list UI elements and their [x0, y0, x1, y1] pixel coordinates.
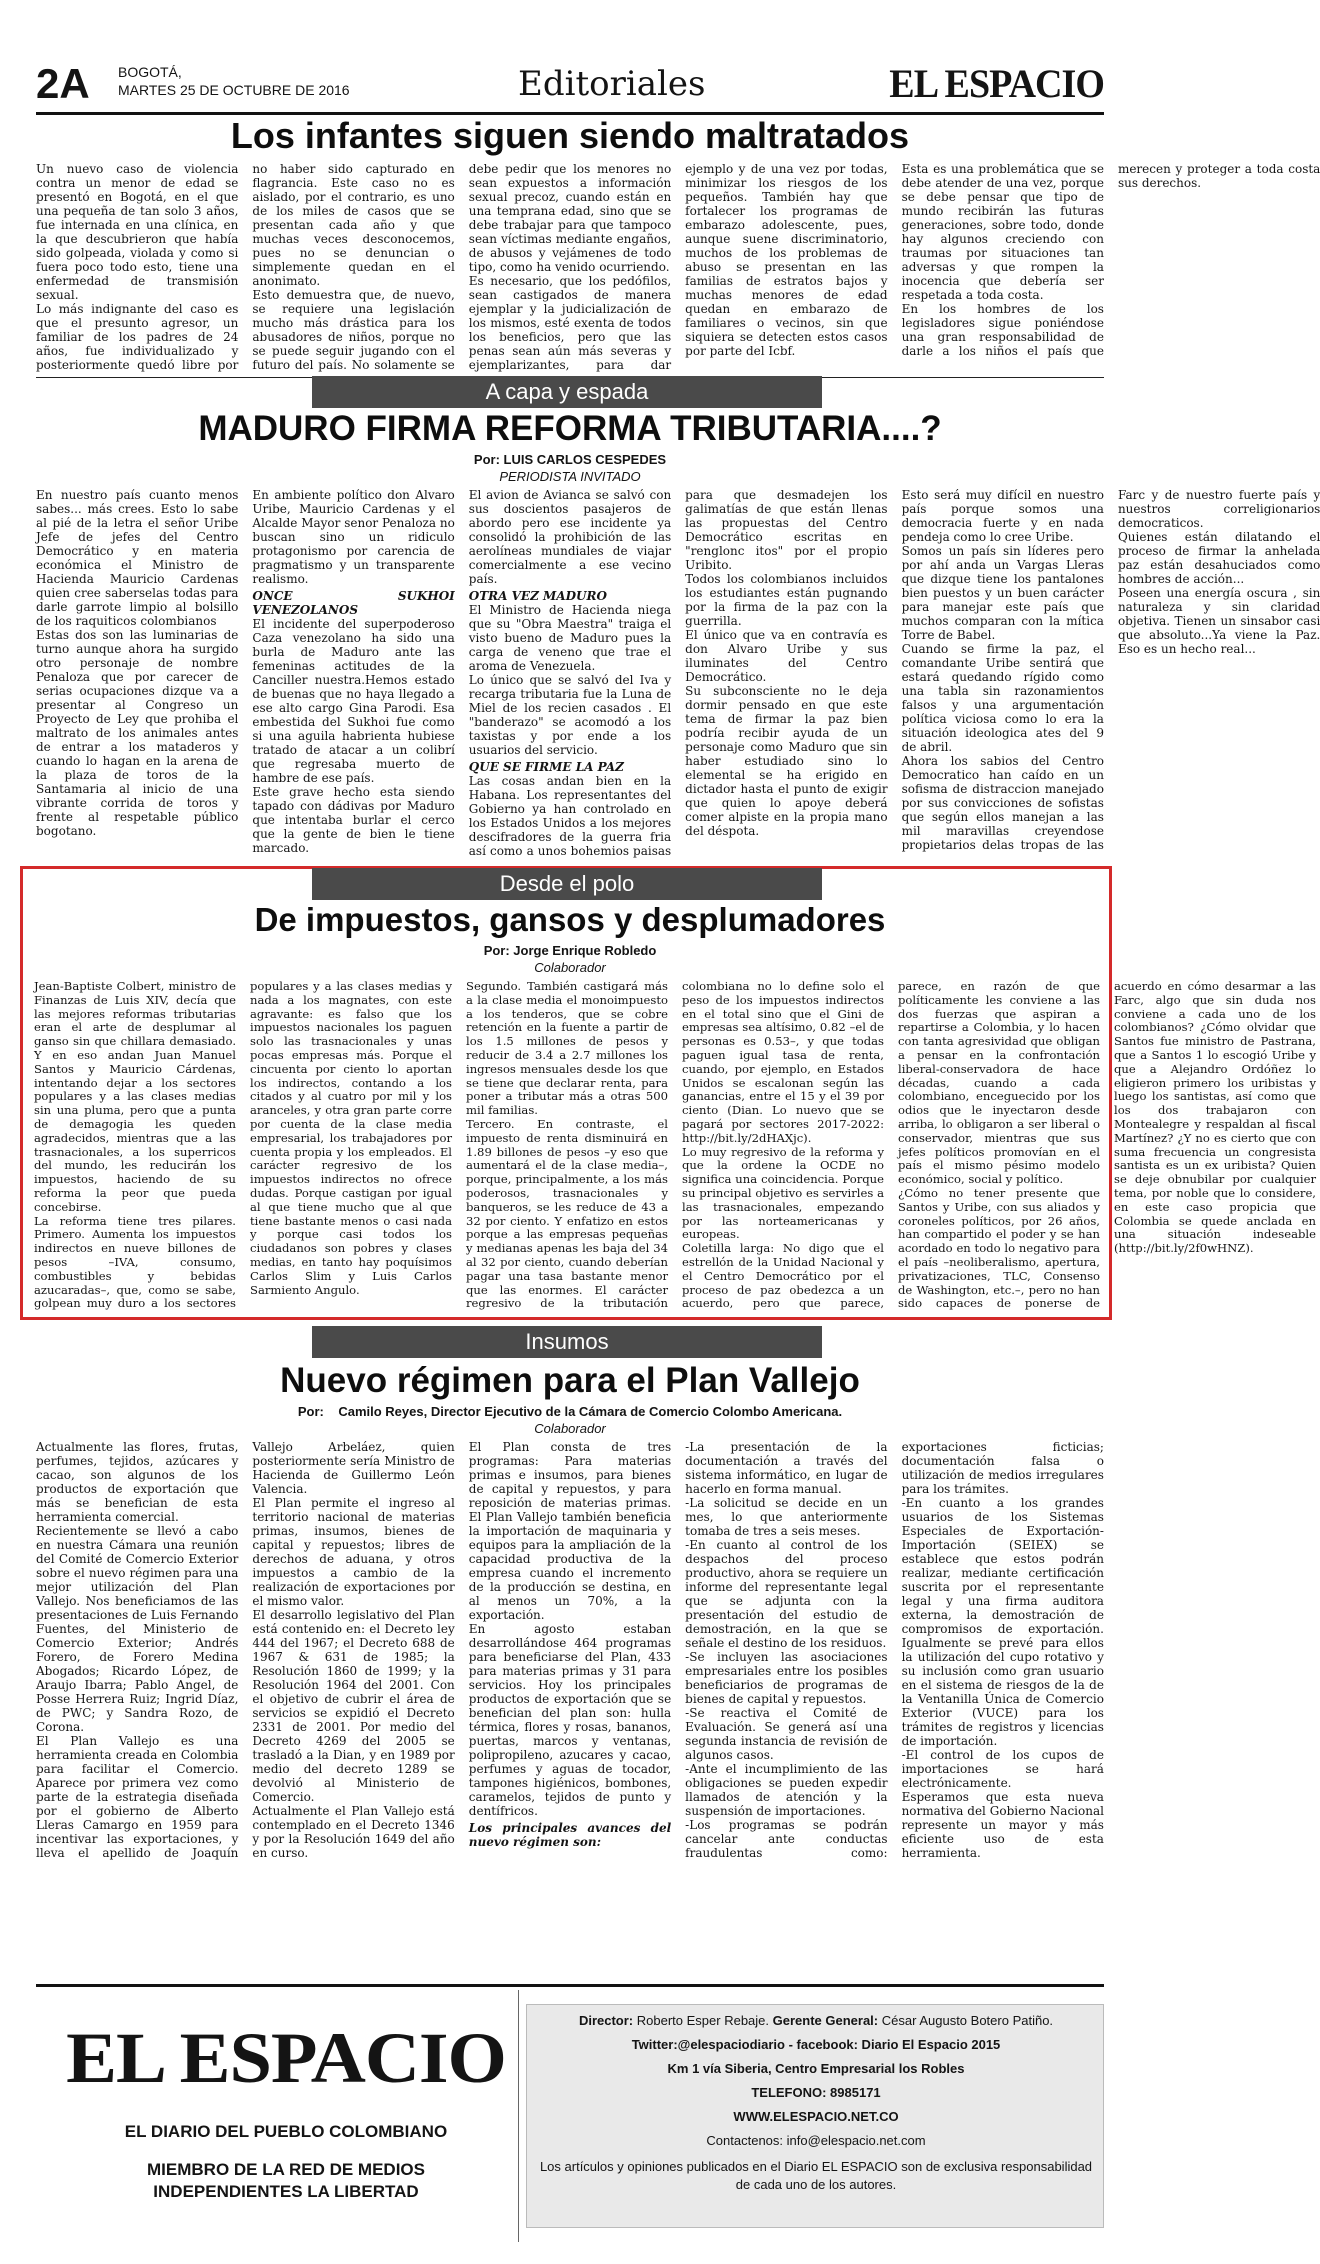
footer-logo: EL ESPACIO [66, 2018, 506, 2098]
footer-network-2: INDEPENDIENTES LA LIBERTAD [153, 2182, 419, 2201]
article2-title: MADURO FIRMA REFORMA TRIBUTARIA....? [198, 409, 942, 448]
page-header [36, 62, 1104, 112]
article2-paragraph: Esto será muy difícil en nuestro país porque somos una democracia fuerte y en nada pendeja como lo cree Uribe. [901, 488, 1104, 544]
masthead-logo: EL ESPACIO [889, 61, 1104, 106]
article1-paragraph: Un nuevo caso de violencia contra un menor de edad se presentó en Bogotá, en el que una pequeña de tan solo 3 años, fue internada en una clínica, en la que descubrieron que había sido golpeada, violada y como si fuera poco todo esto, tiene una enfermedad de transmisión sexual. [36, 162, 239, 302]
footer-disclaimer-2: de cada uno de los autores. [735, 2177, 897, 2192]
article1-paragraph: Es necesario, que los pedófilos, sean castigados de manera ejemplar y la judicialización de los mismos, esté exenta de todos los beneficios, pero que las penas sean aún más severas y ejemplarizantes, para dar ejemplo y de una vez por todas, minimizar los riesgos de los pequeños. También hay que fortalecer los programas de embarazo adolescente, pues, aunque suene discriminatorio, muchos de los problemas de abuso se presentan en las familias de estratos bajos y muchas menores de edad quedan en embarazo de familiares o vecinos, sin que siquiera se detecten estos casos por parte del Icbf. [468, 162, 888, 372]
article4-body [36, 1440, 1104, 1980]
article2-paragraph: Somos un país sin líderes pero por ahí anda un Vargas Lleras que dizque tiene los pantalones bien puestos y un buen carácter para manejar este país que muchos comparan con la mítica Torre de Babel. [901, 544, 1104, 642]
footer-web[interactable]: WWW.ELESPACIO.NET.CO [733, 2109, 899, 2124]
footer-network-1: MIEMBRO DE LA RED DE MEDIOS [147, 2160, 425, 2179]
article4-paragraph: Esperamos que esta nueva normativa del Gobierno Nacional represente un mayor y más eficiente uso de esta herramienta. [901, 1790, 1104, 1860]
article2-paragraph: OTRA VEZ MADURO [468, 589, 607, 603]
article2-paragraph: Su subconsciente no le deja dormir pensado en que este tema de firmar la paz bien podría recibir ayuda de un personaje como Maduro que sin haber estudiado sino lo elemental se ha erigido en dictador hasta el punto de exigir que quien lo apoye deberá comer alpiste en la propia mano del déspota. [685, 684, 888, 838]
article2-paragraph: El avion de Avianca se salvó con sus doscientos pasajeros de abordo pero ese incidente ya consolidó la prohibición de las aerolíneas mundiales de viajar comercialmente a ese vecino país. [468, 488, 672, 586]
article2-paragraph: Todos los colombianos incluidos los estudiantes están pugnando por la firma de la paz con la guerrilla. [685, 572, 888, 628]
article3-paragraph: ¿Cómo no tener presente que Santos y Uribe, con sus aliados y coroneles políticos, por 26 años, han compartido el poder y se han acordado en todo lo negativo para el país –neoliberalismo, apertura, privatizaciones, TLC, Consenso de Washington, etc.–, pero no han sido capaces de ponerse de acuerdo en cómo desarmar a las Farc, algo que sin duda nos conviene a cada uno de los colombianos? ¿Cómo olvidar que Santos fue ministro de Pastrana, que a Santos 1 lo escogió Uribe y que a Alejandro Ordóñez lo eligieron primero los uribistas y luego los santistas, así como que los dos trabajaron con Montealegre y respaldan al fiscal Martínez? ¿Y no es cierto que con suma frecuencia un congresista santista es un ex uribista? Quien se deje obnubilar por cualquier tema, por noble que lo considere, en este caso propicia que Colombia se quede anclada en una situación indeseable (http://bit.ly/2f0wHNZ). [898, 979, 1316, 1311]
footer-tagline: EL DIARIO DEL PUEBLO COLOMBIANO [124, 2122, 448, 2141]
article3-paragraph: Lo muy regresivo de la reforma y que la ordene la OCDE no significa una coincidencia. Porque su principal objetivo es servirles a las trasnacionales, empezando por las norteamericanas y europeas. [682, 1144, 884, 1242]
article3-section-band: Desde el polo [312, 868, 822, 900]
article4-paragraph: El Plan permite el ingreso al territorio nacional de materias primas, insumos, bienes de capital y repuestos; libres de derechos de aduana, y otros impuestos a cambio de la realización de exportaciones por el mismo valor. [252, 1496, 455, 1608]
header-date: MARTES 25 DE OCTUBRE DE 2016 [118, 82, 350, 98]
footer-info-box [526, 2004, 1104, 2228]
manager-name: César Augusto Botero Patiño. [881, 2013, 1054, 2028]
footer-staff [527, 2013, 1105, 2029]
article4-paragraph: -El control de los cupos de importaciones se hará electrónicamente. [901, 1748, 1104, 1790]
article1-paragraph: Esto demuestra que, de nuevo, se requiere una legislación mucho más drástica para los abusadores de niños, porque no se puede seguir jugando con el futuro del país. No solamente se debe pedir que los menores no sean expuestos a información sexual precoz, cuando están en una temprana edad, sino que se debe trabajar para que tampoco sean víctimas mediante engaños, de abusos y vejámenes de todo tipo, como ha venido ocurriendo. [252, 162, 672, 372]
article4-paragraph: -Los programas se podrán cancelar ante conductas fraudulentas como: exportaciones ficticias; documentación falsa o utilización de medios irregulares para los trámites. [685, 1440, 1104, 1860]
footer [36, 1990, 1104, 2242]
article3-body [34, 979, 1316, 1312]
article2-byline: Por: LUIS CARLOS CESPEDES [473, 452, 667, 467]
footer-phone: TELEFONO: 8985171 [751, 2085, 881, 2100]
article4-paragraph: Actualmente las flores, frutas, perfumes, tejidos, azúcares y cacao, son algunos de los productos de exportación que más se benefician de esta herramienta comercial. [36, 1440, 239, 1524]
article3-paragraph: Tercero. En contraste, el impuesto de renta disminuirá en 1.89 billones de pesos –y eso que aumentará el de la clase media–, porque, principalmente, a los más poderosos, trasnacionales y banqueros, se les reduce de 43 a 32 por ciento. Y enfatizo en estos porque a las empresas pequeñas y medianas apenas les baja del 34 al 32 por ciento, cuando deberían pagar una tasa bastante menor que las enormes. El carácter regresivo de la tributación colombiana no lo define solo el peso de los impuestos indirectos en el total sino que el Gini de empresas sea altísimo, 0.82 –el de personas es 0.53–, y que todas paguen igual tasa de renta, cuando, por ejemplo, en Estados Unidos se escalonan según las ganancias, entre el 15 y el 39 por ciento (Dian. Lo nuevo que se pagará por sectores 2017-2022: http://bit.ly/2dHAXjc). [466, 979, 884, 1311]
article2-paragraph: El único que va en contravía es don Alvaro Uribe y sus iluminates del Centro Democrático. [685, 628, 888, 684]
article4-paragraph: -Se reactiva el Comité de Evaluación. Se generá así una segunda instancia de revisión de algunos casos. [685, 1706, 888, 1762]
article3-paragraph: La reforma tiene tres pilares. Primero. Aumenta los impuestos indirectos en nueve billones de pesos –IVA, consumo, combustibles y bebidas azucaradas–, que, como se sabe, golpean muy duro a los sectores populares y a las clases medias y nada a los magnates, con este agravante: es falso que los impuestos nacionales los paguen solo las trasnacionales y unas pocas empresas más. Porque el cincuenta por ciento lo aportan los indirectos, contando a los citados y al cuatro por mil y los aranceles, y otra gran parte corre por cuenta de la clase media empresarial, los trabajadores por cuenta propia y los empleados. El carácter regresivo de los impuestos indirectos no ofrece dudas. Porque castigan por igual al que tiene mucho que al que tiene bastante menos o casi nada y porque casi todos los ciudadanos son pobres y clases medias, en tanto hay poquísimos Carlos Slim y Luis Carlos Sarmiento Angulo. [34, 979, 452, 1311]
article3-paragraph: Jean-Baptiste Colbert, ministro de Finanzas de Luis XIV, decía que las mejores reformas tributarias eran el arte de desplumar al ganso sin que chillara demasiado. Y en eso andan Juan Manuel Santos y Mauricio Cárdenas, intentando dejar a los sectores populares y a las clases medias sin una pluma, pero que a punta de demagogia les queden agradecidos, mientras que a las trasnacionales, a los superricos del mundo, les reducirán los impuestos, haciendo de su reforma la peor que pueda concebirse. [34, 979, 236, 1214]
article2-paragraph: En nuestro país cuanto menos sabes... más crees. Esto lo sabe al pié de la letra el señor Uribe Jefe de jefes del Centro Democrático y en materia económica el Ministro de Hacienda Mauricio Cardenas quien cree saberselas todas para darle garrote limpio al bolsillo de los raquiticos colombianos [36, 488, 239, 628]
article2-paragraph: Este grave hecho esta siendo tapado con dádivas por Maduro que intentaba burlar el cerco que la gente de bien le tiene marcado. [252, 785, 455, 855]
article2-section-band: A capa y espada [312, 376, 822, 408]
article2-paragraph: Estas dos son las luminarias de turno aunque ahora ha surgido otro personaje de nombre Penaloza que por carecer de serias ocupaciones dizque va a presentar al Congreso un Proyecto de Ley que prohiba el maltrato de los animales antes de entrar a los mataderos y cuando lo hagan en la arena de la plaza de toros de la Santamaria al inicio de una vibrante corrida de toros y frente al respetable público bogotano. [36, 628, 239, 838]
article2-paragraph: QUE SE FIRME LA PAZ [468, 760, 624, 774]
article2-paragraph: Quienes están dilatando el proceso de firmar la anhelada paz están desahuciados como hombres de acción... [1117, 530, 1320, 586]
article2-paragraph: En ambiente político don Alvaro Uribe, Mauricio Cardenas y el Alcalde Mayor senor Penaloza no buscan sino un ridiculo protagonismo por carencia de pragmatismo y un transparente realismo. [252, 488, 455, 586]
section-title: Editoriales [518, 64, 706, 104]
article4-paragraph: El desarrollo legislativo del Plan está contenido en: el Decreto ley 444 del 1967; el Decreto 688 de 1967 & 631 de 1985; la Resolución 1860 de 1999; y la Resolución 1964 del 2001. Con el objetivo de cubrir el área de servicios se expidió el Decreto 2331 de 2001. Por medio del Decreto 4269 del 2005 se trasladó a la Dian, y en 1989 por medio del decreto 1289 se devolvió al Ministerio de Comercio. [252, 1608, 455, 1804]
article4-section-band: Insumos [312, 1326, 822, 1358]
article3-role: Colaborador [534, 960, 606, 975]
article3-byline: Por: Jorge Enrique Robledo [483, 943, 657, 958]
footer-rule [36, 1984, 1104, 1987]
article1-title: Los infantes siguen siendo maltratados [230, 115, 910, 156]
article4-paragraph: -En cuanto a los grandes usuarios de los Sistemas Especiales de Exportación-Importación (SEIEX) se establece que estos podrán realizar, mediante certificación suscrita por el representante legal y una firma auditora externa, la demostración de compromisos de exportación. Igualmente se prevé para ellos la utilización del cupo rotativo y su inclusión como gran usuario en el sistema de riesgos de la de la Ventanilla Única de Comercio Exterior (VUCE) para los trámites de registros y licencias de importación. [901, 1496, 1104, 1748]
footer-address: Km 1 vía Siberia, Centro Empresarial los Robles [667, 2061, 965, 2076]
article2-paragraph: ONCE SUKHOI VENEZOLANOS [252, 589, 455, 617]
article4-paragraph: -Ante el incumplimiento de las obligaciones se pueden expedir llamados de atención y la suspensión de importaciones. [685, 1762, 888, 1818]
article1-body [36, 162, 1320, 374]
article1-paragraph: En los hombres de los legisladores sigue poniéndose una gran responsabilidad de darle a los niños el país que merecen y proteger a toda costa sus derechos. [901, 162, 1320, 358]
article4-paragraph: Actualmente el Plan Vallejo está contemplado en el Decreto 1346 y por la Resolución 1649 del año en curso. [252, 1804, 455, 1860]
director-name: Roberto Esper Rebaje. [636, 2013, 770, 2028]
article4-title: Nuevo régimen para el Plan Vallejo [280, 1361, 860, 1400]
footer-divider [518, 1990, 519, 2242]
article1-paragraph: Lo más indignante del caso es que el presunto agresor, un familiar de los padres de 24 años, fue individualizado y posteriormente quedó libre por no haber sido capturado en flagrancia. Este caso no es aislado, por el contrario, es uno de los miles de casos que se presentan cada año y que muchas veces desconocemos, pues no se denuncian o simplemente quedan en el anonimato. [36, 162, 455, 372]
article2-paragraph: El Ministro de Hacienda niega que su "Obra Maestra" traiga el visto bueno de Maduro pues la carga de veneno que trae el aroma de Venezuela. [468, 603, 672, 673]
article3-paragraph: Coletilla larga: No digo que el estrellón de la Unidad Nacional y el Centro Democrático por el proceso de paz obedezca a un acuerdo, pero que parece, parece, en razón de que políticamente les conviene a las dos fuerzas que aspiran a repartirse a Colombia, y lo hacen con tanta agresividad que obligan a pensar en la confrontación liberal-conservadora de hace décadas, cuando a cada colombiano, enceguecido por los odios que le inyectaron desde arriba, lo obligaron a ser liberal o conservador, mientras que sus jefes políticos promovían en el país el mismo pésimo modelo económico, social y político. [682, 979, 1100, 1311]
article4-paragraph: El Plan Vallejo es una herramienta creada en Colombia para facilitar el Comercio. Aparece por primera vez como parte de la estrategia diseñada por el gobierno de Alberto Lleras Camargo en 1959 para incentivar las exportaciones, y lleva el apellido de Joaquín Vallejo Arbeláez, quien posteriormente sería Ministro de Hacienda de Guillermo León Valencia. [36, 1440, 455, 1860]
header-city: BOGOTÁ, [118, 64, 182, 80]
article4-byline-text: Camilo Reyes, Director Ejecutivo de la Cámara de Comercio Colombo Americana. [338, 1404, 843, 1419]
manager-label: Gerente General: [772, 2013, 879, 2028]
article2-paragraph: Poseen una energía oscura , sin naturaleza y sin claridad objetiva. Tienen un sinsabor casi que absoluto...Ya viene la Paz. Eso es un hecho real... [1117, 586, 1320, 656]
article4-paragraph: -La solicitud se decide en un mes, lo que anteriormente tomaba de tres a seis meses. [685, 1496, 888, 1538]
article4-byline [36, 1404, 1104, 1420]
article2-paragraph: El incidente del superpoderoso Caza venezolano ha sido una burla de Maduro ante las femeninas actitudes de la Canciller nuestra.Hemos estado de buenas que no haya llegado a ese alto cargo Gina Parodi. Esa embestida del Sukhoi fue como si una aguila habrienta hubiese tratado de atacar a un colibrí que regresaba muerto de hambre de ese país. [252, 617, 455, 785]
article4-paragraph: -En cuanto al control de los despachos del proceso productivo, ahora se requiere un informe del representante legal que se adjunta con la presentación del estudio de demostración, en la que se señale el destino de los residuos. [685, 1538, 888, 1650]
director-label: Director: [578, 2013, 634, 2028]
footer-disclaimer-1: Los artículos y opiniones publicados en el Diario EL ESPACIO son de exclusiva responsabilidad [539, 2159, 1093, 2174]
article4-paragraph: En agosto estaban desarrollándose 464 programas para beneficiarse del Plan, 433 para materias primas y 31 para servicios. Hoy los principales productos de exportación que se benefician del plan son: hulla térmica, flores y rosas, bananos, puertas, marcos y ventanas, polipropileno, azucares y cacao, perfumes y aguas de tocador, tampones higiénicos, bombones, caramelos, tejidos de punto y dentífricos. [468, 1622, 672, 1818]
article4-paragraph: Los principales avances del nuevo régimen son: [468, 1821, 672, 1849]
article2-paragraph: Las cosas andan bien en la Habana. Los representantes del Gobierno ya han controlado en los Estados Unidos a los mejores descifradores de la guerra fria así como a unos bohemios paisas para que desmadejen los galimatías de que están llenas las propuestas del Centro Democrático escritas en "renglonc itos" por el propio Uribito. [468, 488, 888, 858]
article3-paragraph: Segundo. También castigará más a la clase media el monoimpuesto a los tenderos, que se cobre retención en la fuente a partir de los 1.5 millones de pesos y reducir de 3.4 a 2.7 millones los ingresos mensuales desde los que se tiene que declarar renta, para poner a tributar más a otras 500 mil familias. [466, 979, 668, 1118]
article4-paragraph: Recientemente se llevó a cabo en nuestra Cámara una reunión del Comité de Comercio Exterior sobre el nuevo régimen para una mejor utilización del Plan Vallejo. Nos beneficiamos de las presentaciones de Luis Fernando Fuentes, del Ministerio de Comercio Exterior; Andrés Forero, de Forero Medina Abogados; Ricardo López, de Araujo Ibarra; Pablo Angel, de Posse Herrera Ruiz; Ingrid Díaz, de PWC; y Sandra Rozo, de Corona. [36, 1524, 239, 1734]
article3-title: De impuestos, gansos y desplumadores [254, 901, 886, 938]
article1-paragraph: Esta es una problemática que se debe atender de una vez, porque se debe pensar que tipo de mundo recibirán las futuras generaciones, sobre todo, donde hay algunos creciendo con traumas por situaciones tan adversas y que rompen la inocencia que debería ser respetada a toda costa. [901, 162, 1104, 302]
footer-contact[interactable]: Contactenos: info@elespacio.net.com [706, 2133, 926, 2148]
article2-paragraph: Lo único que se salvó del Iva y recarga tributaria fue la Luna de Miel de los recien casados . El "banderazo" se acomodó a los taxistas y por ende a los usuarios del servicio. [468, 673, 672, 757]
footer-social: Twitter:@elespaciodiario - facebook: Diario El Espacio 2015 [631, 2037, 1001, 2052]
article2-body [36, 488, 1320, 860]
article2-paragraph: Cuando se firme la paz, el comandante Uribe sentirá que estará quedando rígido como una tabla sin razonamientos falsos y una argumentación política viciosa como lo era la situación ideologica ates del 9 de abril. [901, 642, 1104, 754]
article2-role: PERIODISTA INVITADO [499, 469, 641, 484]
article4-paragraph: -La presentación de la documentación a través del sistema informático, en lugar de hacerlo en forma manual. [685, 1440, 888, 1496]
article2-paragraph: Ahora los sabios del Centro Democratico han caído en un sofisma de distraccion manejado por sus convicciones de sofistas que según ellos manejan a las mil maravillas creyendose propietarios delas tropas de las Farc y de nuestro fuerte país y nuestros correligionarios democraticos. [901, 488, 1320, 852]
article4-role: Colaborador [534, 1421, 606, 1436]
article4-byline-label: Por: [297, 1404, 324, 1419]
article4-paragraph: -Se incluyen las asociaciones empresariales entre los posibles beneficiarios de programas de bienes de capital y repuestos. [685, 1650, 888, 1706]
article4-paragraph: El Plan consta de tres programas: Para materias primas e insumos, para bienes de capital y repuestos, y para reposición de materias primas. El Plan Vallejo también beneficia la importación de maquinaria y equipos para la ampliación de la capacidad productiva de la empresa cuando el incremento de la producción se destina, en al menos un 70%, a la exportación. [468, 1440, 672, 1622]
page-number: 2A [36, 60, 90, 107]
